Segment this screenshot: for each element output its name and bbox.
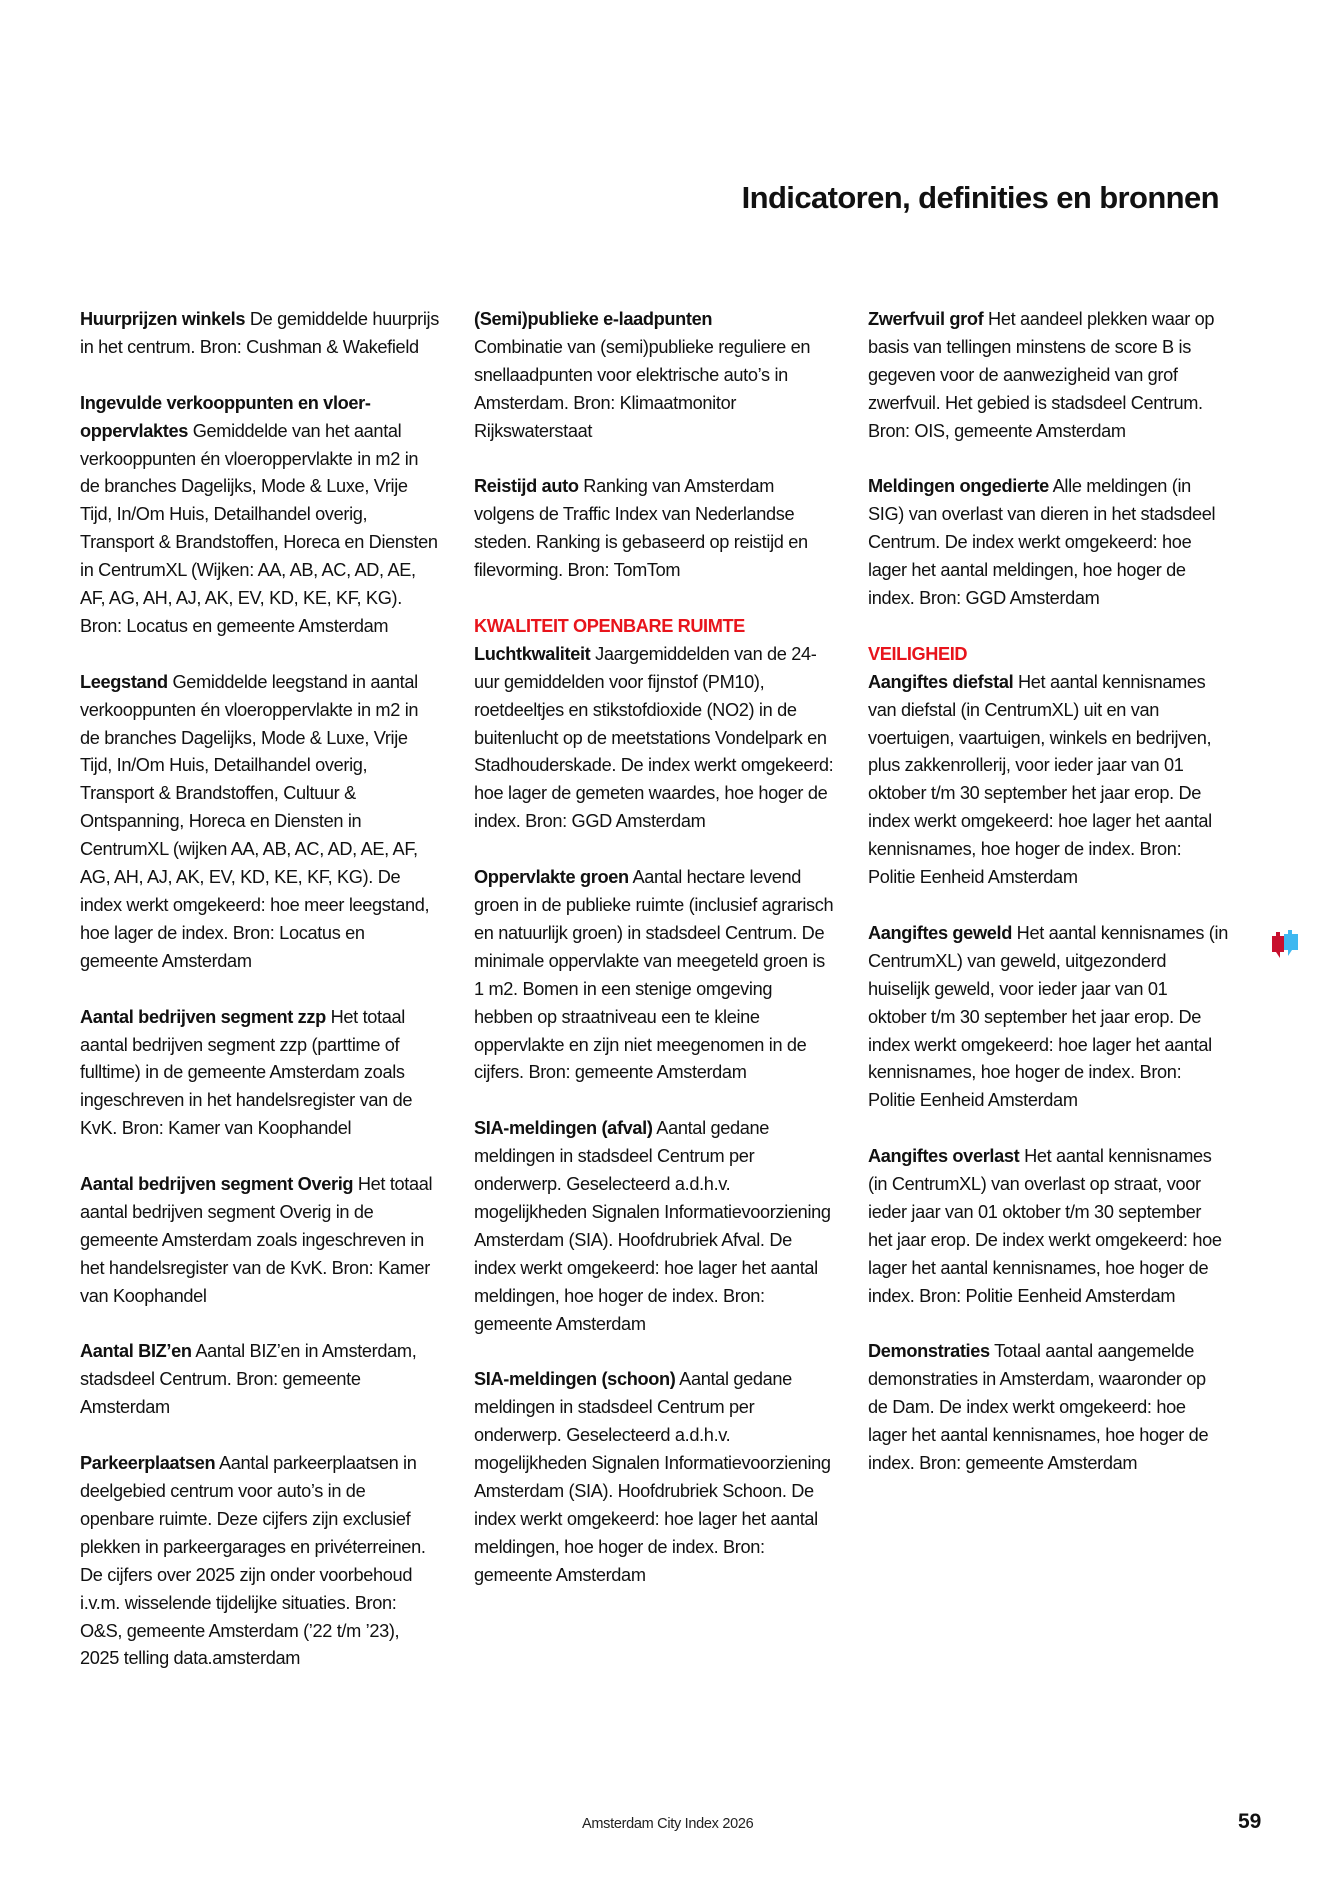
definition-term: Parkeerplaatsen — [80, 1453, 216, 1474]
definition-term: Oppervlakte groen — [474, 867, 629, 888]
definition-huurprijzen-winkels — [80, 306, 440, 362]
definition-term: Demonstraties — [868, 1341, 990, 1362]
definition-bedrijven-overig — [80, 1171, 440, 1311]
definition-text: Het totaal aantal bedrijven segment zzp (parttime of fulltime) in de gemeente Amsterdam zoals ingeschreven in het handelsregister van de KvK. Bron: Kamer van Koophandel — [80, 1006, 413, 1139]
definition-text: Het aantal kennisnames (in CentrumXL) van overlast op straat, voor ieder jaar van 01 oktober t/m 30 september het jaar erop. De index werkt omgekeerd: hoe lager het aantal kennisnames, hoe hoger de index. Bron: Politie Eenheid Amsterdam — [868, 1146, 1222, 1306]
column-2 — [474, 306, 834, 1618]
definition-e-laadpunten — [474, 306, 834, 446]
definition-sia-schoon — [474, 1366, 834, 1589]
definition-text: Het aantal kennisnames (in CentrumXL) van geweld, uitgezonderd huiselijk geweld, voor ieder jaar van 01 oktober t/m 30 september het jaar erop. De index werkt omgekeerd: hoe lager het aantal kennisnames, hoe hoger de index. Bron: Politie Eenheid Amsterdam — [868, 922, 1228, 1111]
definition-bedrijven-zzp — [80, 1004, 440, 1144]
definition-text: Aantal parkeerplaatsen in deelgebied centrum voor auto’s in de openbare ruimte. Deze cijfers zijn exclusief plekken in parkeergarages en privéterreinen. De cijfers over 2025 zijn onder voorbehoud i.v.m. wisselende tijdelijke situaties. Bron: O&S, gemeente Amsterdam (’22 t/m ’23), 2025 telling data.amsterdam — [80, 1453, 426, 1669]
definition-text: Aantal hectare levend groen in de publieke ruimte (inclusief agrarisch en natuurlijk groen) in stadsdeel Centrum. De minimale oppervlakte van meegeteld groen is 1 m2. Bomen in een stenige omgeving hebben op straatniveau een te kleine oppervlakte en zijn niet meegenomen in de cijfers. Bron: gemeente Amsterdam — [474, 867, 834, 1083]
red-bubble-shape — [1272, 932, 1284, 958]
definition-text: Gemiddelde leegstand in aantal verkooppunten én vloeroppervlakte in m2 in de branches Dagelijks, Mode & Luxe, Vrije Tijd, In/Om Huis, Detailhandel overig, Transport & Brandstoffen, Cultuur & Ontspanning, Horeca en Diensten in CentrumXL (wijken AA, AB, AC, AD, AE, AF, AG, AH, AJ, AK, EV, KD, KE, KF, KG). De index werkt omgekeerd: hoe meer leegstand, hoe lager de index. Bron: Locatus en gemeente Amsterdam — [80, 671, 430, 971]
definition-demonstraties — [868, 1338, 1228, 1478]
definition-text: Combinatie van (semi)publieke reguliere en snellaadpunten voor elektrische auto’s in Amsterdam. Bron: Klimaatmonitor Rijkswaterstaat — [474, 336, 811, 441]
definition-term: (Semi)publieke e-laadpunten — [474, 309, 713, 329]
definition-meldingen-ongedierte — [868, 473, 1228, 613]
definition-aangiftes-overlast — [868, 1143, 1228, 1310]
definition-text: Het aantal kennisnames van diefstal (in CentrumXL) uit en van voertuigen, vaartuigen, winkels en bedrijven, plus zakkenrollerij, voor ieder jaar van 01 oktober t/m 30 september het jaar erop. De index werkt omgekeerd: hoe lager het aantal kennisnames, hoe hoger de index. Bron: Politie Eenheid Amsterdam — [868, 671, 1212, 888]
page-number: 59 — [1238, 1810, 1262, 1833]
definition-term: Ingevulde verkooppunten en vloer-oppervlaktes — [80, 392, 371, 441]
definition-text: Aantal BIZ’en in Amsterdam, stadsdeel Centrum. Bron: gemeente Amsterdam — [80, 1341, 417, 1418]
definition-term: Aantal bedrijven segment Overig — [80, 1174, 354, 1195]
definition-term: Meldingen ongedierte — [868, 476, 1049, 497]
definition-term: SIA-meldingen (schoon) — [474, 1369, 676, 1390]
column-1 — [80, 306, 440, 1701]
definition-term: Huurprijzen winkels — [80, 309, 246, 329]
definition-term: SIA-meldingen (afval) — [474, 1118, 653, 1139]
definition-term: Aangiftes diefstal — [868, 671, 1014, 692]
definition-text: Totaal aantal aangemelde demonstraties in Amsterdam, waaronder op de Dam. De index werkt omgekeerd: hoe lager het aantal kennisnames, hoe hoger de index. Bron: gemeente Amsterdam — [868, 1341, 1209, 1474]
definition-aangiftes-diefstal — [868, 669, 1228, 892]
definition-text: Ranking van Amsterdam volgens de Traffic Index van Nederlandse steden. Ranking is gebaseerd op reistijd en filevorming. Bron: TomTom — [474, 476, 808, 581]
definition-sia-afval — [474, 1115, 834, 1338]
definition-term: Aangiftes overlast — [868, 1146, 1020, 1167]
definition-text: Het totaal aantal bedrijven segment Overig in de gemeente Amsterdam zoals ingeschreven in het handelsregister van de KvK. Bron: Kamer van Koophandel — [80, 1174, 433, 1306]
definition-term: Aangiftes geweld — [868, 922, 1012, 943]
definition-text: Alle meldingen (in SIG) van overlast van dieren in het stadsdeel Centrum. De index werkt omgekeerd: hoe lager het aantal meldingen, hoe hoger de index. Bron: GGD Amsterdam — [868, 476, 1216, 609]
definition-text: Aantal gedane meldingen in stadsdeel Centrum per onderwerp. Geselecteerd a.d.h.v. mogelijkheden Signalen Informatievoorziening Amsterdam (SIA). Hoofdrubriek Afval. De index werkt omgekeerd: hoe lager het aantal meldingen, hoe hoger de index. Bron: gemeente Amsterdam — [474, 1118, 831, 1334]
section-heading-veiligheid: VEILIGHEID — [868, 643, 968, 664]
definition-text: Het aandeel plekken waar op basis van tellingen minstens de score B is gegeven voor de aanwezigheid van grof zwerfvuil. Het gebied is stadsdeel Centrum. Bron: OIS, gemeente Amsterdam — [868, 309, 1215, 441]
definition-text: Gemiddelde van het aantal verkooppunten én vloeroppervlakte in m2 in de branches Dagelijks, Mode & Luxe, Vrije Tijd, In/Om Huis, Detailhandel overig, Transport & Brandstoffen, Horeca en Diensten in CentrumXL (Wijken: AA, AB, AC, AD, AE, AF, AG, AH, AJ, AK, EV, KD, KE, KF, KG). Bron: Locatus en gemeente Amsterdam — [80, 420, 438, 636]
page-title: Indicatoren, definities en bronnen — [741, 180, 1219, 215]
definition-aantal-bizen — [80, 1338, 440, 1422]
definition-term: Zwerfvuil grof — [868, 309, 984, 329]
definition-leegstand — [80, 669, 440, 976]
definition-term: Luchtkwaliteit — [474, 643, 591, 664]
definition-text: Jaargemiddelden van de 24-uur gemiddelden voor fijnstof (PM10), roetdeeltjes en stikstofdioxide (NO2) in de buitenlucht op de meetstations Vondelpark en Stadhouderskade. De index werkt omgekeerd: hoe lager de gemeten waardes, hoe hoger de index. Bron: GGD Amsterdam — [474, 643, 834, 832]
blue-bubble-shape — [1284, 930, 1298, 956]
definition-term: Reistijd auto — [474, 476, 579, 497]
definition-text: Aantal gedane meldingen in stadsdeel Centrum per onderwerp. Geselecteerd a.d.h.v. mogelijkheden Signalen Informatievoorziening Amsterdam (SIA). Hoofdrubriek Schoon. De index werkt omgekeerd: hoe lager het aantal meldingen, hoe hoger de index. Bron: gemeente Amsterdam — [474, 1369, 831, 1585]
definition-reistijd-auto — [474, 473, 834, 585]
definition-term: Leegstand — [80, 671, 168, 692]
definition-oppervlakte-groen — [474, 864, 834, 1087]
definition-luchtkwaliteit — [474, 641, 834, 836]
section-heading-kwaliteit-openbare-ruimte: KWALITEIT OPENBARE RUIMTE — [474, 615, 745, 636]
definition-aangiftes-geweld — [868, 920, 1228, 1115]
definition-term: Aantal BIZ’en — [80, 1341, 192, 1362]
definition-parkeerplaatsen — [80, 1450, 440, 1673]
footer-publication-title: Amsterdam City Index 2026 — [582, 1816, 754, 1832]
column-3 — [868, 306, 1228, 1506]
definition-text: De gemiddelde huurprijs in het centrum. Bron: Cushman & Wakefield — [80, 309, 439, 357]
definition-term: Aantal bedrijven segment zzp — [80, 1006, 326, 1027]
definition-zwerfvuil-grof — [868, 306, 1228, 446]
definition-ingevulde-verkooppunten — [80, 390, 440, 641]
amsterdam-city-index-logo-icon — [1270, 928, 1306, 964]
